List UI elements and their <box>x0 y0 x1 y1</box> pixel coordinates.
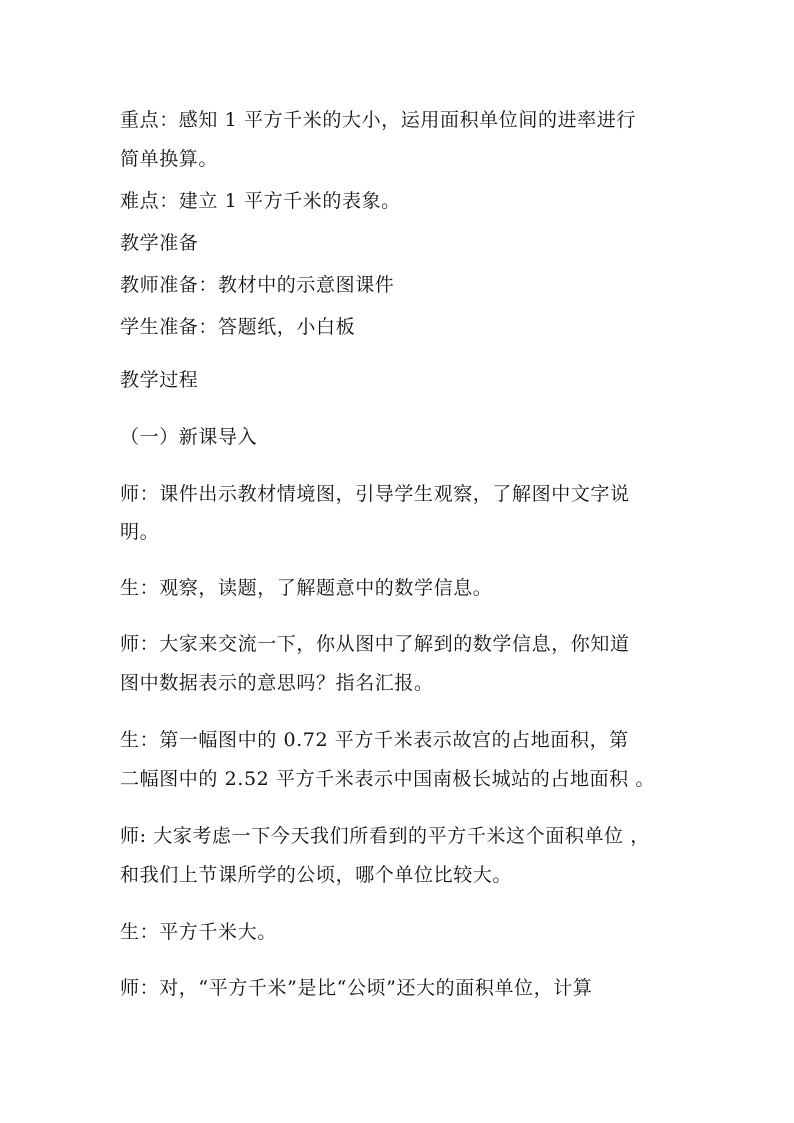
key-point-line-1: 重点：感知 1 平方千米的大小，运用面积单位间的进率进行 <box>120 109 636 131</box>
teacher-paragraph-3-line-1: 师: 大家考虑一下今天我们所看到的平方千米这个面积单位 ， <box>120 825 650 847</box>
difficulty-line: 难点：建立 1 平方千米的表象。 <box>120 190 401 212</box>
teacher-paragraph-2-line-2: 图中数据表示的意思吗？指名汇报。 <box>120 672 434 694</box>
teacher-paragraph-3-line-2: 和我们上节课所学的公顷，哪个单位比较大。 <box>120 864 513 886</box>
student-paragraph-1: 生：观察，读题，了解题意中的数学信息。 <box>120 577 493 599</box>
new-lesson-intro-heading: （一）新课导入 <box>120 426 258 448</box>
teacher-paragraph-1-line-2: 明。 <box>120 521 160 543</box>
student-paragraph-2-line-2: 二幅图中的 2.52 平方千米表示中国南极长城站的占地面积 。 <box>120 768 656 790</box>
student-preparation-line: 学生准备：答题纸，小白板 <box>120 316 356 338</box>
teaching-preparation-heading: 教学准备 <box>120 232 199 254</box>
student-paragraph-2-line-1: 生：第一幅图中的 0.72 平方千米表示故宫的占地面积，第 <box>120 729 629 751</box>
teacher-paragraph-1-line-1: 师：课件出示教材情境图，引导学生观察，了解图中文字说 <box>120 483 630 505</box>
key-point-line-2: 简单换算。 <box>120 148 219 170</box>
teacher-paragraph-2-line-1: 师：大家来交流一下，你从图中了解到的数学信息，你知道 <box>120 633 630 655</box>
teacher-preparation-line: 教师准备：教材中的示意图课件 <box>120 274 395 296</box>
teaching-process-heading: 教学过程 <box>120 369 199 391</box>
student-paragraph-3: 生：平方千米大。 <box>120 921 277 943</box>
teacher-paragraph-4-line-1: 师：对，“平方千米”是比“公顷”还大的面积单位，计算 <box>120 977 593 999</box>
